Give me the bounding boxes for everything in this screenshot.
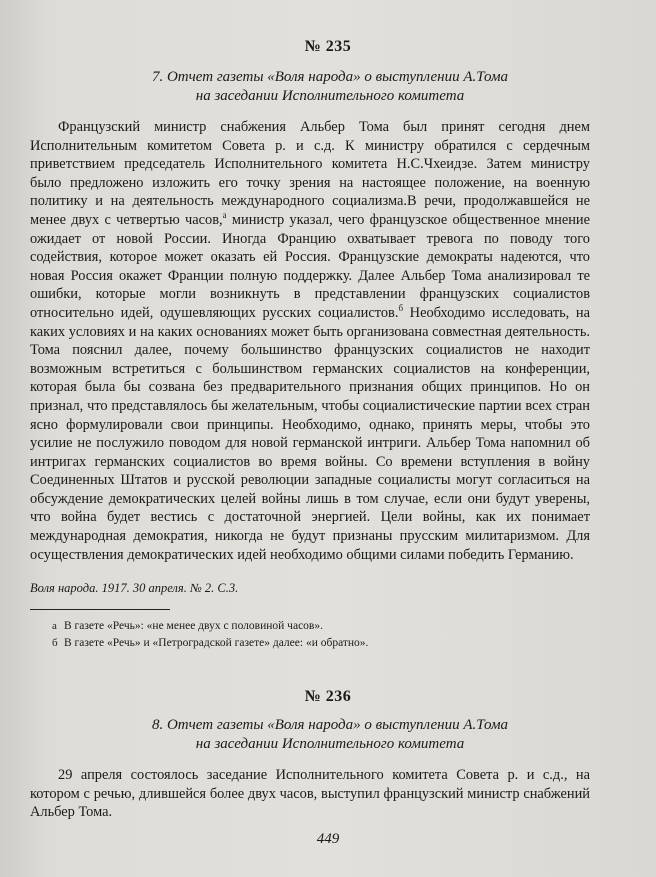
body-text-segment-2: министр указал, чего французское общественное мнение ожидает от новой России. Иногда Францию охватывает тревога по поводу того содействия, которое может оказать ей Россия. Французские демократы надеются, что новая Россия окажет Франции полную поддержку. Далее Альбер Тома анализировал те ошибки, которые могли возникнуть в представлении французских социалистов относительно идей, одушевляющих русских социалистов.	[30, 211, 591, 321]
footnote-b	[52, 635, 592, 652]
footnote-divider	[30, 609, 170, 610]
page-number: 449	[316, 831, 340, 847]
document-body-235	[30, 118, 590, 564]
body-paragraph	[30, 118, 590, 564]
footnotes	[52, 618, 592, 652]
document-title-236-line1: 8. Отчет газеты «Воля народа» о выступлении А.Тома	[151, 717, 509, 733]
footnote-mark: а	[52, 620, 57, 632]
document-body-236	[30, 766, 590, 822]
document-number-235: № 235	[304, 38, 352, 55]
footnote-marker-a: а	[222, 210, 227, 221]
body-text-segment-1: Французский министр снабжения Альбер Тома был принят сегодня днем Исполнительным комитетом Совета р. и с.д. К министру обратился с сердечным приветствием председатель Исполнительного комитета Н.С.Чхеидзе. Затем министру было предложено изложить его точку зрения на настоящее положение, на военную политику и на деятельность международного социализма.В речи, продолжавшейся не менее двух с четвертью часов,	[30, 119, 590, 228]
footnote-text: В газете «Речь» и «Петроградской газете» далее: «и обратно».	[64, 637, 369, 649]
document-title-235	[60, 68, 600, 106]
document-title-236-line2: на заседании Исполнительного комитета	[195, 736, 465, 752]
document-number-236: № 236	[304, 688, 352, 705]
footnote-a	[52, 618, 592, 635]
body-text-segment-3: Необходимо исследовать, на каких условиях и на каких основаниях может быть организована совместная деятельность. Тома пояснил далее, почему большинство французских социалистов не находит возможным встретиться с большинством германских социалистов на конференции, которая была бы созвана без предварительного признания общих принципов. Но он признал, что представлялось бы желательным, чтобы социалистические партии всех стран ясно формулировали свои принципы. Необходимо, однако, принять меры, чтобы это усилие не послужило поводом для новой германской интриги. Альбер Тома напомнил об интригах германских социалистов во время войны. Со времени вступления в войну Соединенных Штатов и русской революции западные социалисты могут согласиться на обсуждение демократических целей войны лишь в том случае, если они будут уверены, что война будет вестись с достаточной энергией. Цели войны, как их понимает международная демократия, никогда не будут признаны прусским милитаризмом. Для осуществления демократических идей необходимо общими силами победить Германию.	[30, 304, 590, 563]
footnote-text: В газете «Речь»: «не менее двух с половиной часов».	[64, 620, 323, 632]
footnote-mark: б	[52, 637, 58, 649]
footnote-marker-b: б	[398, 303, 404, 314]
body-paragraph: 29 апреля состоялось заседание Исполнительного комитета Совета р. и с.д., на котором с речью, длившейся более двух часов, выступил французский министр снабжений Альбер Тома.	[30, 767, 590, 821]
document-title-235-line2: на заседании Исполнительного комитета	[195, 88, 465, 104]
document-title-236	[60, 716, 600, 754]
document-title-235-line1: 7. Отчет газеты «Воля народа» о выступлении А.Тома	[151, 69, 509, 85]
source-citation: Воля народа. 1917. 30 апреля. № 2. С.3.	[30, 581, 239, 595]
